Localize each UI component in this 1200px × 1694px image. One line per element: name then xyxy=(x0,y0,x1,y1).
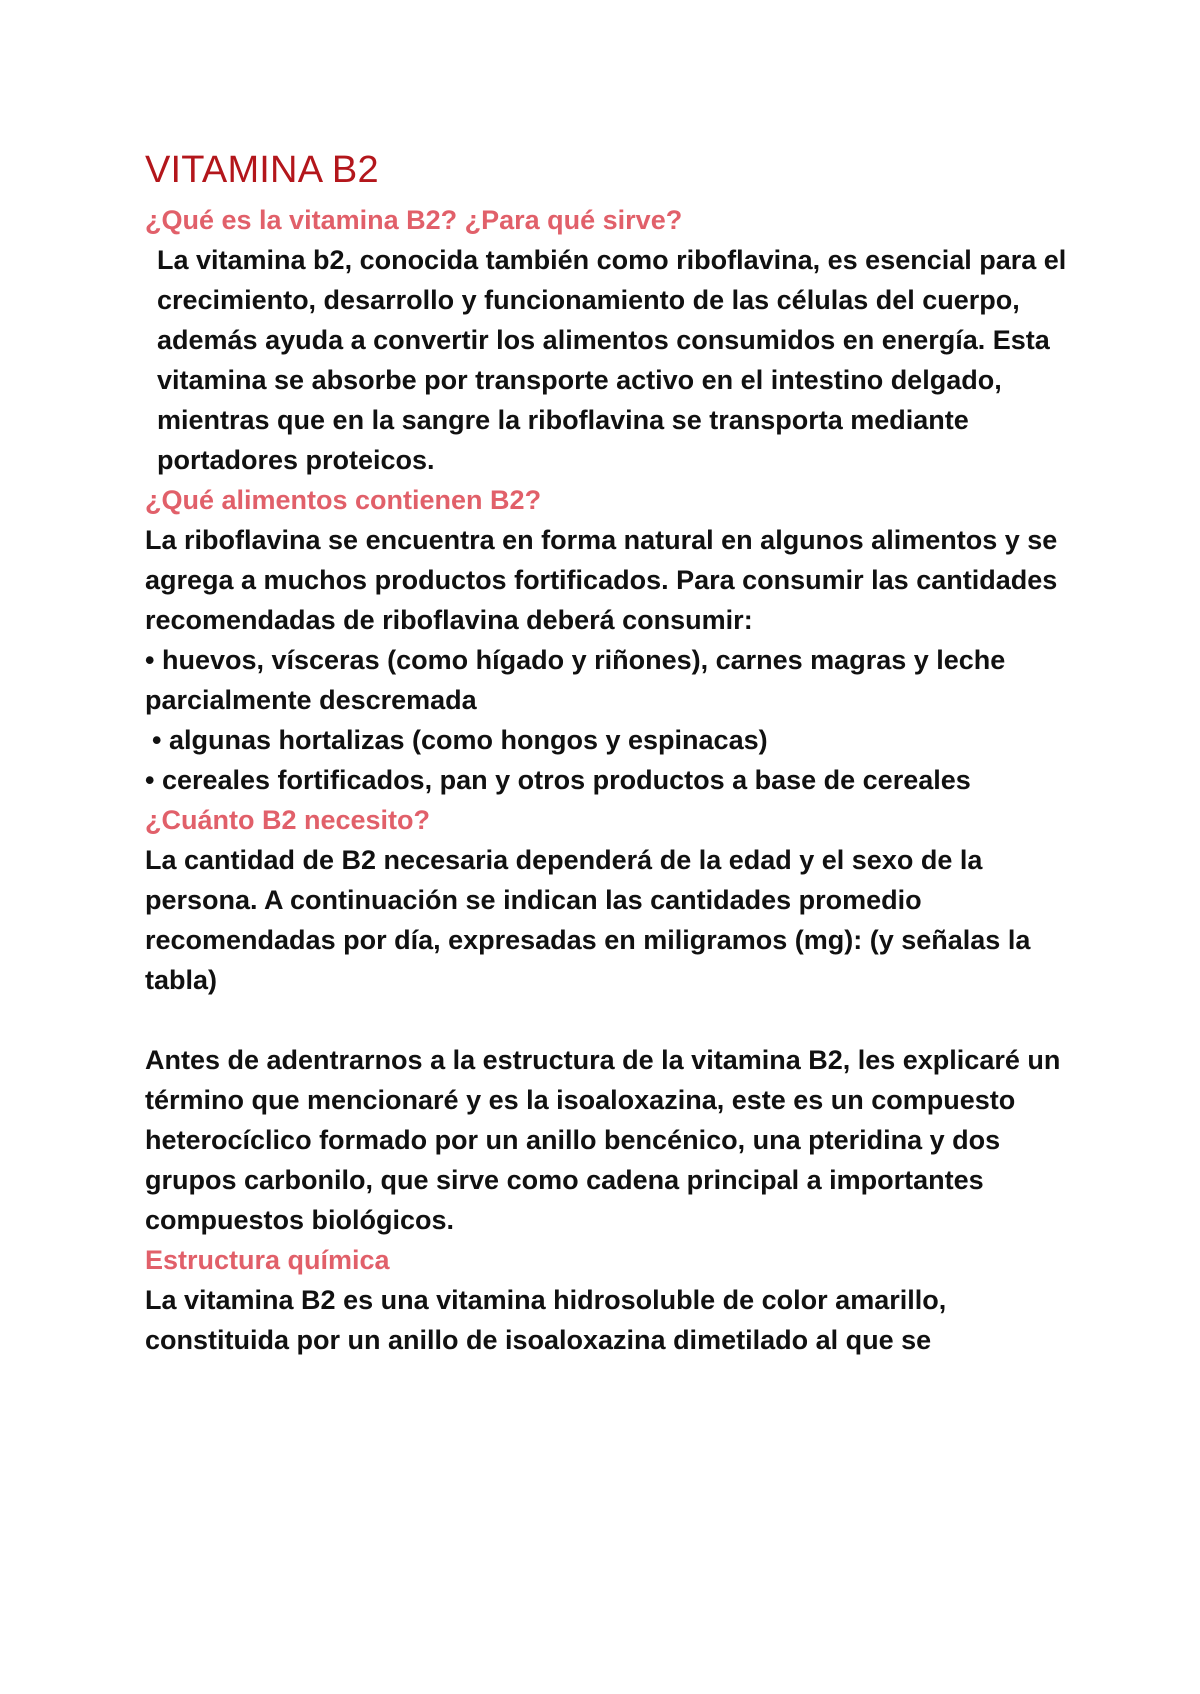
section-heading-foods: ¿Qué alimentos contienen B2? xyxy=(145,485,542,515)
section-paragraph-what-is: La vitamina b2, conocida también como riboflavina, es esencial para el crecimiento, desarrollo y funcionamiento de las células del cuerpo, además ayuda a convertir los alimentos consumidos en energía. Esta vitamina se absorbe por transporte activo en el intestino delgado, mientras que en la sangre la riboflavina se transporta mediante portadores proteicos. xyxy=(157,245,1067,475)
section-paragraph-isoaloxazine: Antes de adentrarnos a la estructura de la vitamina B2, les explicaré un término que mencionaré y es la isoaloxazina, este es un compuesto heterocíclico formado por un anillo bencénico, una pteridina y dos grupos carbonilo, que sirve como cadena principal a importantes compuestos biológicos. xyxy=(145,1045,1061,1235)
section-paragraph-foods: La riboflavina se encuentra en forma natural en algunos alimentos y se agrega a muchos productos fortificados. Para consumir las cantidades recomendadas de riboflavina deberá consumir: xyxy=(145,525,1058,635)
food-bullet-item: • huevos, vísceras (como hígado y riñones), carnes magras y leche parcialmente descremada xyxy=(145,645,1006,715)
food-bullet-item: • cereales fortificados, pan y otros productos a base de cereales xyxy=(145,765,971,795)
section-heading-how-much: ¿Cuánto B2 necesito? xyxy=(145,805,431,835)
paragraph-spacer xyxy=(145,1000,1085,1040)
document-title: VITAMINA B2 xyxy=(145,149,379,191)
document-page xyxy=(145,148,1085,1360)
section-paragraph-how-much: La cantidad de B2 necesaria dependerá de la edad y el sexo de la persona. A continuación se indican las cantidades promedio recomendadas por día, expresadas en miligramos (mg): (y señalas la tabla) xyxy=(145,845,1031,995)
section-paragraph-structure: La vitamina B2 es una vitamina hidrosoluble de color amarillo, constituida por un anillo de isoaloxazina dimetilado al que se xyxy=(145,1285,947,1355)
food-bullet-item: • algunas hortalizas (como hongos y espinacas) xyxy=(152,725,768,755)
section-heading-structure: Estructura química xyxy=(145,1245,390,1275)
section-heading-what-is: ¿Qué es la vitamina B2? ¿Para qué sirve? xyxy=(145,205,683,235)
